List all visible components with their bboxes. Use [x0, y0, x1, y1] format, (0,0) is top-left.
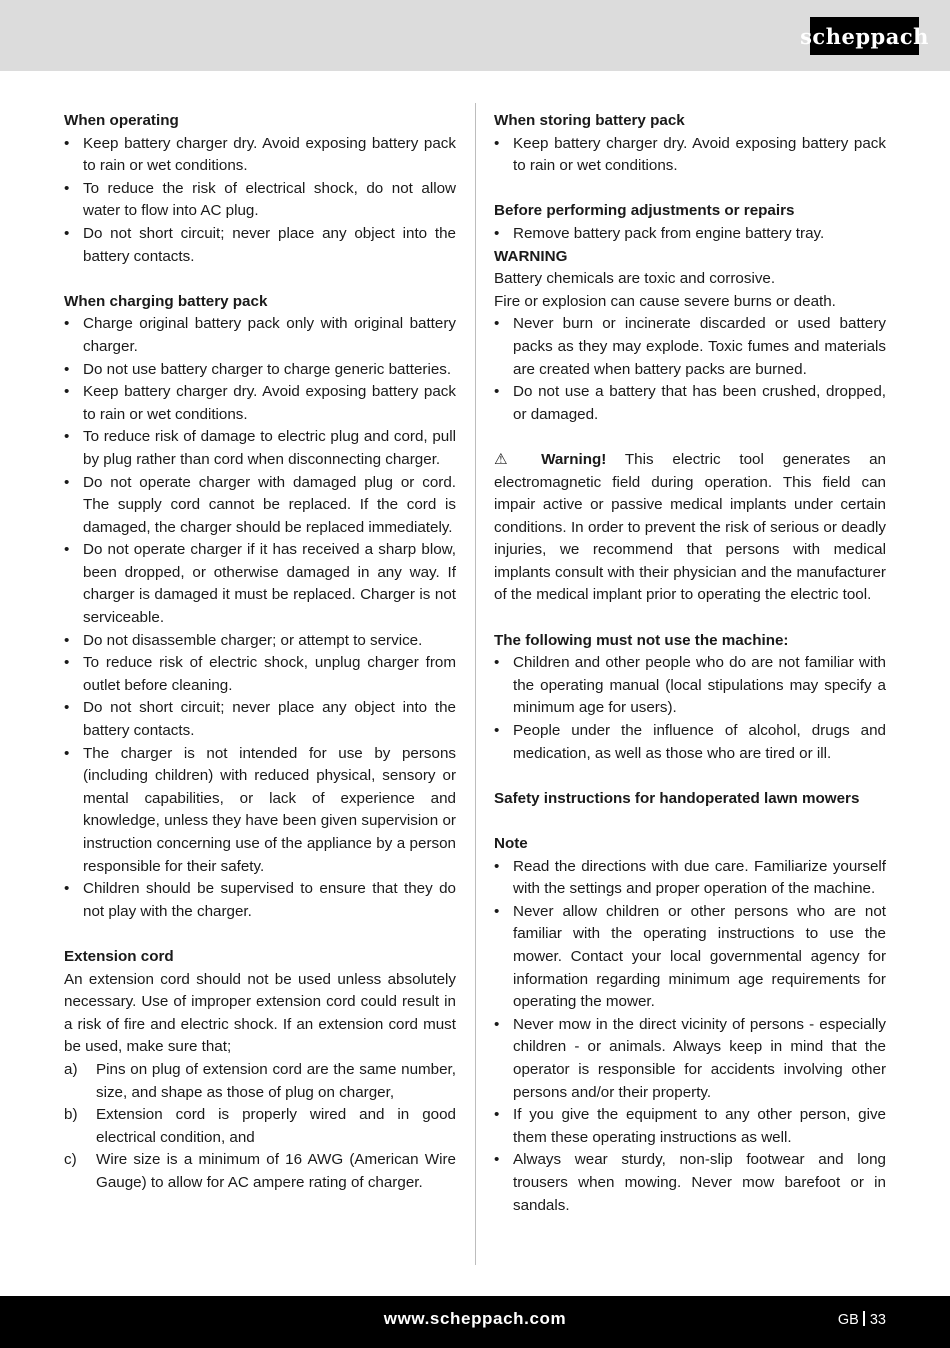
warning-line: Fire or explosion can cause severe burns or death.	[494, 292, 836, 310]
list-item: • Do not operate charger if it has received a sharp blow, been dropped, or otherwise damaged in any way. If charger is damaged it must be replaced. Charger is not serviceable.	[64, 541, 456, 627]
section-title-note: Note	[494, 835, 528, 852]
website-link[interactable]: www.scheppach.com	[383, 1309, 567, 1328]
list-item: • The charger is not intended for use by persons (including children) with reduced physical, sensory or mental capabilities, or lack of experience and knowledge, unless they have been given supervision or instruction concerning use of the appliance by a person responsible for their safety.	[64, 744, 456, 875]
list-item: • Read the directions with due care. Familiarize yourself with the settings and proper operation of the machine.	[494, 857, 886, 898]
list-item: • People under the influence of alcohol, drugs and medication, as well as those who are tired or ill.	[494, 722, 886, 762]
list-item: b) Extension cord is properly wired and in good electrical condition, and	[64, 1106, 456, 1146]
list-item: • If you give the equipment to any other person, give them these operating instructions as well.	[494, 1106, 886, 1146]
list-item: • Children should be supervised to ensure that they do not play with the charger.	[64, 880, 456, 920]
section-title-safety: Safety instructions for handoperated lawn mowers	[494, 789, 860, 807]
list-item: • Do not use battery charger to charge generic batteries.	[64, 360, 452, 378]
footer-bar	[0, 1296, 950, 1348]
warning-label: WARNING	[494, 247, 568, 265]
list-item: • Do not operate charger with damaged plug or cord. The supply cord cannot be replaced. If the cord is damaged, the charger should be replaced immediately.	[64, 473, 456, 536]
list-item: • Children and other people who do are not familiar with the operating manual (local stipulations may specify a minimum age for users).	[494, 654, 886, 717]
list-item: • Keep battery charger dry. Avoid exposing battery pack to rain or wet conditions.	[64, 383, 456, 423]
list-item: c) Wire size is a minimum of 16 AWG (American Wire Gauge) to allow for AC ampere rating of charger.	[64, 1151, 456, 1191]
list-item: • To reduce risk of electric shock, unplug charger from outlet before cleaning.	[64, 654, 456, 694]
right-column	[494, 110, 886, 1217]
list-item: • Do not use a battery that has been crushed, dropped, or damaged.	[494, 383, 886, 423]
page-number: GB 33	[837, 1312, 886, 1328]
list-item: • Never burn or incinerate discarded or used battery packs as they may explode. Toxic fumes and materials are created when battery packs are burned.	[494, 315, 886, 378]
section-title-storing: When storing battery pack	[494, 112, 685, 129]
section-title-operating: When operating	[64, 112, 179, 129]
warning-line: Battery chemicals are toxic and corrosive.	[494, 270, 776, 288]
section-title-not-use: The following must not use the machine:	[494, 631, 789, 649]
list-item: • Charge original battery pack only with original battery charger.	[64, 315, 456, 355]
list-item: • Do not short circuit; never place any object into the battery contacts.	[64, 699, 456, 740]
header-bar	[0, 0, 950, 71]
list-item: • Remove battery pack from engine battery tray.	[494, 224, 825, 242]
left-column	[64, 110, 456, 1195]
list-item: • Never allow children or other persons who are not familiar with the operating instructions to use the mower. Contact your local governmental agency for information regarding minimum age requirements for operating the mower.	[494, 902, 886, 1011]
list-item: • Never mow in the direct vicinity of persons - especially children - or animals. Always keep in mind that the operator is responsible for accidents involving other persons and/or their property.	[494, 1015, 886, 1101]
list-item: • Always wear sturdy, non-slip footwear and long trousers when mowing. Never mow barefoot or in sandals.	[494, 1151, 886, 1214]
emf-warning-label: Warning!	[541, 450, 607, 468]
section-title-charging: When charging battery pack	[64, 292, 268, 310]
section-title-adjustments: Before performing adjustments or repairs	[494, 202, 795, 220]
section-title-extension: Extension cord	[64, 947, 174, 965]
list-item: • To reduce risk of damage to electric plug and cord, pull by plug rather than cord when disconnecting charger.	[64, 428, 456, 468]
column-divider	[475, 103, 476, 1265]
list-item: • Do not short circuit; never place any object into the battery contacts.	[64, 224, 456, 265]
warning-triangle-icon: ⚠	[494, 450, 523, 468]
brand-logo: scheppach	[810, 17, 919, 55]
list-item: • To reduce the risk of electrical shock, do not allow water to flow into AC plug.	[64, 179, 456, 220]
extension-intro: An extension cord should not be used unless absolutely necessary. Use of improper extension cord could result in a risk of fire and electric shock. If an extension cord must be used, make sure that;	[64, 970, 456, 1056]
list-item: • Keep battery charger dry. Avoid exposing battery pack to rain or wet conditions.	[64, 134, 456, 175]
emf-warning-paragraph: ⚠ Warning! This electric tool generates an electromagnetic field during operation. This field can impair active or passive medical implants under certain conditions. In order to prevent the risk of serious or deadly injuries, we recommend that persons with medical implants consult with their physician and the manufacturer of the medical implant prior to operating the electric tool.	[494, 450, 886, 604]
list-item: • Keep battery charger dry. Avoid exposing battery pack to rain or wet conditions.	[494, 134, 886, 175]
list-item: a) Pins on plug of extension cord are the same number, size, and shape as those of plug on charger,	[64, 1060, 456, 1101]
list-item: • Do not disassemble charger; or attempt to service.	[64, 631, 423, 649]
